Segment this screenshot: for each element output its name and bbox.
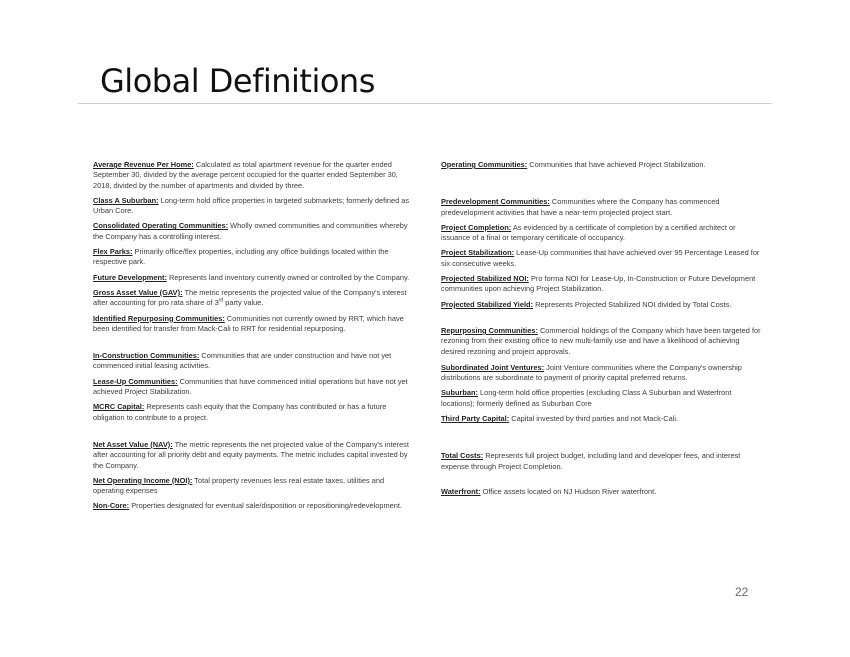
definition-text: Primarily office/flex properties, including any office buildings located within the respective park.	[93, 247, 389, 267]
definition-text: Total property revenues less real estate taxes, utilities and operating expenses	[93, 475, 385, 496]
definition-item	[441, 274, 761, 295]
definition-term: MCRC Capital:	[93, 402, 145, 412]
definition-item	[441, 451, 761, 472]
definition-text: Communities that are under construction and have not yet commenced initial leasing activities.	[93, 351, 392, 371]
definition-text: Lease-Up communities that have achieved over 95 Percentage Leased for six consecutive weeks.	[441, 248, 760, 268]
definition-text: Joint Venture communities where the Company's ownership distributions are subordinate to payment of priority capital preferred returns.	[441, 362, 742, 383]
definition-text: Communities that have achieved Project Stabilization.	[529, 160, 706, 169]
definition-item	[441, 300, 761, 310]
definition-item	[93, 314, 413, 335]
definition-item	[93, 196, 413, 217]
definitions-left-column	[93, 160, 413, 512]
definition-item	[93, 273, 413, 283]
definition-item	[93, 351, 413, 372]
definition-term: Future Development:	[93, 272, 167, 282]
definition-text: Represents full project budget, including land and developer fees, and interest expense through Project Completion.	[441, 451, 741, 471]
definition-text: Represents Projected Stabilized NOI divided by Total Costs.	[535, 299, 732, 309]
definition-text: Properties designated for eventual sale/disposition or repositioning/redevelopment.	[131, 501, 402, 511]
definition-term: Total Costs:	[441, 451, 484, 461]
definition-item	[93, 160, 413, 191]
definition-term: Waterfront:	[441, 486, 481, 496]
definition-item	[93, 440, 413, 471]
definition-text: Long-term hold office properties (excluding Class A Suburban and Waterfront locations); formerly defined as Suburban Core	[441, 388, 732, 408]
title-divider	[78, 103, 772, 104]
definition-term: Operating Communities:	[441, 160, 528, 169]
definition-text: Commercial holdings of the Company which have been targeted for rezoning from their existing office to new multi-family use and have a likelihood of achieving desired rezoning and project approvals.	[441, 325, 761, 356]
definition-term: Project Stabilization:	[441, 248, 515, 258]
definition-item	[441, 363, 761, 384]
definition-text: Wholly owned communities and communities whereby the Company has a controlling interest.	[93, 221, 408, 241]
definition-text: Pro forma NOI for Lease-Up, In-Construction or Future Development communities upon achieving Project Stabilization.	[441, 274, 756, 294]
definition-term: Average Revenue Per Home:	[93, 160, 194, 169]
definition-term: Net Operating Income (NOI):	[93, 475, 193, 485]
definition-item	[93, 377, 413, 398]
definition-term: Suburban:	[441, 388, 478, 398]
definition-term: Third Party Capital:	[441, 414, 510, 424]
definition-text: Communities not currently owned by RRT, which have been identified for transfer from Mack-Cali to RRT for residential repurposing.	[93, 313, 404, 333]
definition-term: Consolidated Operating Communities:	[93, 221, 229, 231]
definition-text: Communities that have commenced initial operations but have not yet achieved Project Stabilization.	[93, 376, 408, 397]
definition-term: Non-Core:	[93, 501, 130, 511]
page-title: Global Definitions	[100, 62, 375, 100]
definition-item	[93, 288, 413, 309]
definition-item	[93, 402, 413, 423]
definition-item	[441, 388, 761, 409]
definition-text: The metric represents the net projected value of the Company's interest after accounting for all priority debt and equity payments. The metric includes capital invested by the Company.	[93, 439, 409, 470]
definition-item	[441, 223, 761, 244]
definition-item	[93, 221, 413, 242]
definitions-right-column	[441, 160, 761, 497]
definition-term: Identified Repurposing Communities:	[93, 313, 225, 323]
definition-term: Net Asset Value (NAV):	[93, 439, 173, 449]
definition-text: Represents land inventory currently owned or controlled by the Company.	[168, 272, 410, 282]
definition-term: Lease-Up Communities:	[93, 376, 178, 386]
definition-text: The metric represents the projected value of the Company's interest after accounting for pro rata share of 3	[93, 287, 407, 308]
definition-term: Class A Suburban:	[93, 195, 159, 205]
definition-term: Projected Stabilized NOI:	[441, 274, 529, 284]
definition-text-tail: party value.	[223, 298, 264, 308]
definition-term: In-Construction Communities:	[93, 351, 200, 361]
superscript: rd	[218, 297, 224, 304]
definition-item	[93, 476, 413, 497]
definition-item	[441, 414, 761, 424]
definition-item	[441, 160, 761, 170]
definition-text: Office assets located on NJ Hudson River waterfront.	[482, 486, 657, 496]
definition-term: Projected Stabilized Yield:	[441, 299, 533, 309]
definition-term: Subordinated Joint Ventures:	[441, 362, 545, 372]
definition-text: Calculated as total apartment revenue for the quarter ended September 30, divided by the average percent occupied for the quarter ended September 30, 2018, divided by the number of apartments and divided by three.	[93, 160, 398, 190]
definition-text: Long-term hold office properties in targeted submarkets; formerly defined as Urban Core.	[93, 195, 410, 216]
definition-text: As evidenced by a certificate of completion by a certified architect or issuance of a final or temporary certificate of occupancy.	[441, 222, 736, 243]
definition-item	[93, 501, 413, 511]
definition-term: Predevelopment Communities:	[441, 197, 550, 207]
definition-item	[441, 326, 761, 357]
definition-item	[441, 248, 761, 269]
definition-term: Gross Asset Value (GAV):	[93, 287, 183, 297]
definition-term: Flex Parks:	[93, 247, 133, 257]
definition-item	[93, 247, 413, 268]
definition-text: Represents cash equity that the Company has contributed or has a future obligation to contribute to a project.	[93, 402, 387, 422]
definition-text: Communities where the Company has commenced predevelopment activities that have a near-term projected project start.	[441, 197, 720, 217]
definition-item	[441, 487, 761, 497]
definition-item	[441, 197, 761, 218]
definition-term: Repurposing Communities:	[441, 325, 538, 335]
definition-text: Capital invested by third parties and not Mack-Cali.	[511, 414, 679, 424]
definition-term: Project Completion:	[441, 222, 512, 232]
page-number: 22	[735, 585, 749, 599]
